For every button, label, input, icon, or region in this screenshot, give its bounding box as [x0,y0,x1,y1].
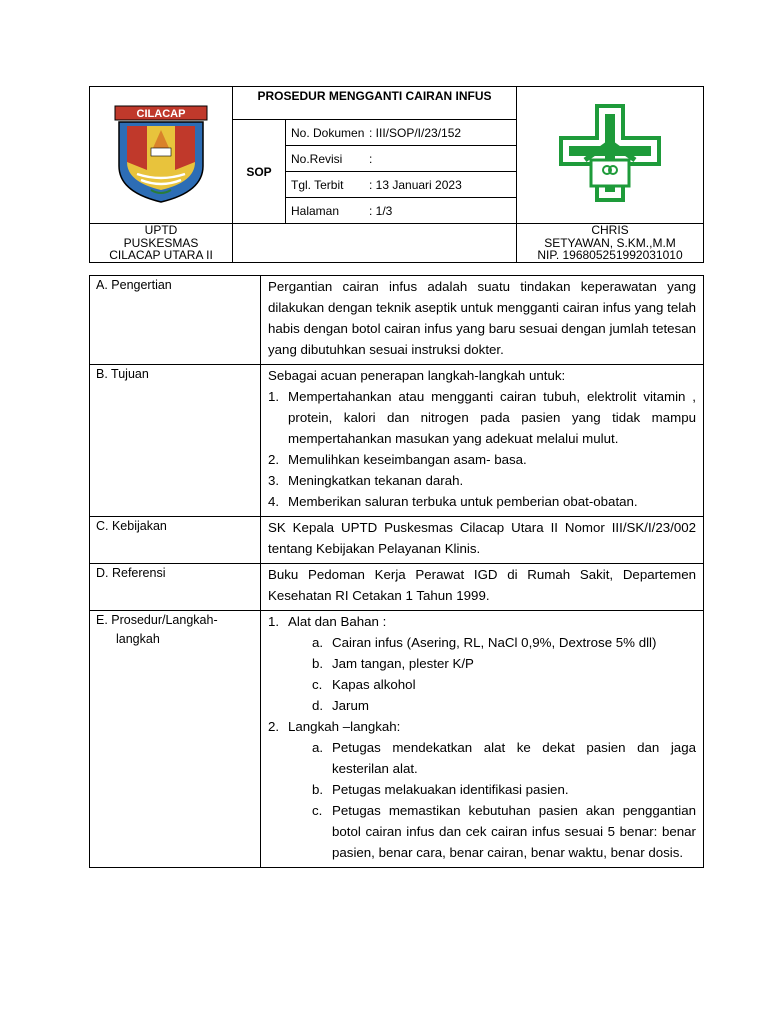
step-heading: 1. Alat dan Bahan : [268,611,696,632]
section-label-line: E. Prosedur/Langkah- [96,613,218,627]
section-content [261,611,704,868]
field-value: : 13 Januari 2023 [369,177,462,192]
field-row-no-revisi [286,146,517,172]
section-content [261,365,704,517]
list-item-text: Meningkatkan tekanan darah. [288,473,464,488]
section-label-line: langkah [116,632,160,646]
sop-content-table [89,275,704,868]
cilacap-emblem-icon [113,104,209,204]
sop-header-table [89,86,704,263]
sub-item-text: Jarum [332,698,369,713]
cilacap-logo-cell [90,87,233,224]
sub-item: a. Petugas mendekatkan alat ke dekat pasien dan jaga kesterilan alat. [268,737,696,779]
section-text: Pergantian cairan infus adalah suatu tindakan keperawatan yang dilakukan dengan teknik aseptik untuk mengganti cairan infus yang telah habis dengan botol cairan infus yang baru sesuai dengan jumlah tetesan yang dibutuhkan sesuai instruksi dokter. [261,276,704,365]
field-value: : III/SOP/I/23/152 [369,125,462,140]
sub-item: a. Cairan infus (Asering, RL, NaCl 0,9%, Dextrose 5% dll) [268,632,696,653]
org-line: PUSKESMAS [123,235,199,250]
org-line: UPTD [144,223,178,237]
list-item-text: Memberikan saluran terbuka untuk pemberian obat-obatan. [288,494,638,509]
sub-item-text: Petugas mendekatkan alat ke dekat pasien dan jaga kesterilan alat. [332,740,696,776]
sub-item: b. Jam tangan, plester K/P [268,653,696,674]
section-intro: Sebagai acuan penerapan langkah-langkah untuk: [268,368,566,383]
sub-item: c. Kapas alkohol [268,674,696,695]
sop-label: SOP [233,120,286,224]
signer-info [517,224,704,263]
section-text: Buku Pedoman Kerja Perawat IGD di Rumah Sakit, Departemen Kesehatan RI Cetakan 1 Tahun 1999. [261,564,704,611]
field-value: : [369,151,373,166]
step-heading: 2. Langkah –langkah: [268,716,696,737]
list-item: 3. Meningkatkan tekanan darah. [268,470,696,491]
list-item: 2. Memulihkan keseimbangan asam- basa. [268,449,696,470]
signer-line: SETYAWAN, S.KM.,M.M [544,235,676,250]
field-value: : 1/3 [369,203,393,218]
sub-item: b. Petugas melakuakan identifikasi pasien. [268,779,696,800]
field-key: Halaman [291,203,340,218]
section-label [90,611,261,868]
list-item-text: Mempertahankan atau mengganti cairan tubuh, elektrolit vitamin , protein, kalori dan nitrogen pada pasien yang tidak mampu mempertahankan masukan yang adekuat melalui mulut. [288,389,696,446]
sub-item: d. Jarum [268,695,696,716]
list-item-text: Memulihkan keseimbangan asam- basa. [288,452,527,467]
sub-item-text: Petugas melakuakan identifikasi pasien. [332,782,569,797]
puskesmas-cross-logo-icon [555,102,665,206]
sub-item: c. Petugas memastikan kebutuhan pasien akan penggantian botol cairan infus dan cek cairan infus sesuai 5 benar: benar pasien, benar cara, benar cairan, benar waktu, benar dosis. [268,800,696,863]
step-title: Langkah –langkah: [288,719,401,734]
field-key: No. Dokumen [291,125,365,140]
field-row-halaman [286,198,517,224]
section-referensi [90,564,704,611]
signer-line: CHRIS [591,223,629,237]
document-title: PROSEDUR MENGGANTI CAIRAN INFUS [233,87,517,120]
svg-text:CILACAP: CILACAP [136,107,186,120]
field-key: No.Revisi [291,151,343,166]
section-tujuan [90,365,704,517]
field-key: Tgl. Terbit [291,177,344,192]
section-label: A. Pengertian [90,276,261,365]
section-label: D. Referensi [90,564,261,611]
sub-item-text: Cairan infus (Asering, RL, NaCl 0,9%, Dextrose 5% dll) [332,635,657,650]
field-row-tgl-terbit [286,172,517,198]
section-label: C. Kebijakan [90,517,261,564]
list-item: 4. Memberikan saluran terbuka untuk pemberian obat-obatan. [268,491,696,512]
section-prosedur [90,611,704,868]
list-item: 1. Mempertahankan atau mengganti cairan tubuh, elektrolit vitamin , protein, kalori dan nitrogen pada pasien yang tidak mampu mempertahankan masukan yang adekuat melalui mulut. [268,386,696,449]
sub-item-text: Petugas memastikan kebutuhan pasien akan penggantian botol cairan infus dan cek cairan infus sesuai 5 benar: benar pasien, benar cara, benar cairan, benar waktu, benar dosis. [332,803,696,860]
step-title: Alat dan Bahan : [288,614,387,629]
section-pengertian [90,276,704,365]
empty-footer-cell [233,224,517,263]
sub-item-text: Kapas alkohol [332,677,416,692]
puskesmas-logo-cell [517,87,704,224]
org-line: CILACAP UTARA II [109,248,213,262]
field-row-no-dokumen [286,120,517,146]
signer-line: NIP. 196805251992031010 [537,248,683,262]
sub-item-text: Jam tangan, plester K/P [332,656,474,671]
section-label: B. Tujuan [90,365,261,517]
section-text: SK Kepala UPTD Puskesmas Cilacap Utara II Nomor III/SK/I/23/002 tentang Kebijakan Pelayanan Klinis. [261,517,704,564]
organization-name [90,224,233,263]
section-kebijakan [90,517,704,564]
